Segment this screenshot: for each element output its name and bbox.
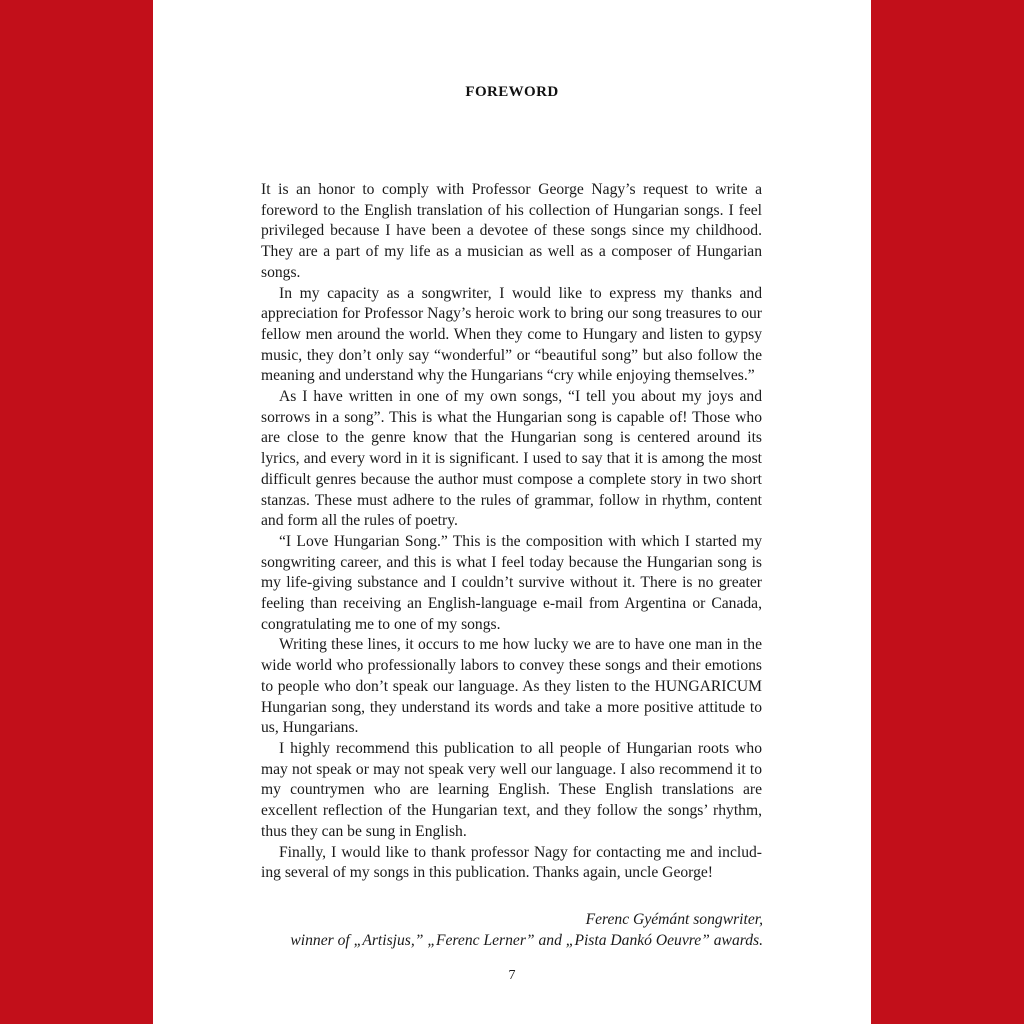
page-number: 7 [508, 968, 516, 983]
paragraph: “I Love Hungarian Song.” This is the composition with which I started my songwriting career, and this is what I feel today because the Hungarian song is my life-giving substance and I couldn’t survive without it. There is no greater feeling than receiving an English-language e-mail from Argentina or Canada, congratulating me to one of my songs. [261, 532, 762, 633]
paragraph: Finally, I would like to thank professor Nagy for contacting me and including several of my songs in this publication. Thanks again, uncle George! [261, 843, 762, 882]
page-title: FOREWORD [465, 84, 559, 100]
signature-name: Ferenc Gyémánt songwriter, [585, 911, 763, 928]
signature-block [213, 910, 763, 951]
book-page [153, 0, 871, 1024]
paragraph: As I have written in one of my own songs, “I tell you about my joys and sorrows in a song”. This is what the Hungarian song is capable of! Those who are close to the genre know that the Hungarian song is centered around its lyrics, and every word in it is significant. I used to say that it is among the most difficult genres because the author must compose a complete story in two short stanzas. These must adhere to the rules of grammar, follow in rhythm, content and form all the rules of poetry. [261, 388, 762, 530]
paragraph: Writing these lines, it occurs to me how lucky we are to have one man in the wide world who professionally labors to convey these songs and their emotions to people who don’t speak our language. As they listen to the HUNGARICUM Hungarian song, they understand its words and take a more positive attitude to us, Hungarians. [261, 636, 762, 737]
paragraph: It is an honor to comply with Professor George Nagy’s request to write a foreword to the English translation of his collection of Hungarian songs. I feel privileged because I have been a devotee of these songs since my childhood. They are a part of my life as a musician as well as a composer of Hungarian songs. [261, 181, 762, 281]
signature-awards: winner of „Artisjus,” „Ferenc Lerner” and „Pista Dankó Oeuvre” awards. [290, 931, 763, 949]
paragraph: In my capacity as a songwriter, I would like to express my thanks and appreciation for Professor Nagy’s heroic work to bring our song treasures to our fellow men around the world. When they come to Hungary and listen to gypsy music, they don’t only say “wonderful” or “beautiful song” but also follow the meaning and understand why the Hungarians “cry while enjoying themselves.” [261, 284, 762, 385]
foreword-body [261, 180, 762, 884]
paragraph: I highly recommend this publication to all people of Hungarian roots who may not speak or may not speak very well our language. I also recommend it to my countrymen who are learning English. These English translations are excellent reflection of the Hungarian text, and they follow the songs’ rhythm, thus they can be sung in English. [261, 739, 762, 840]
